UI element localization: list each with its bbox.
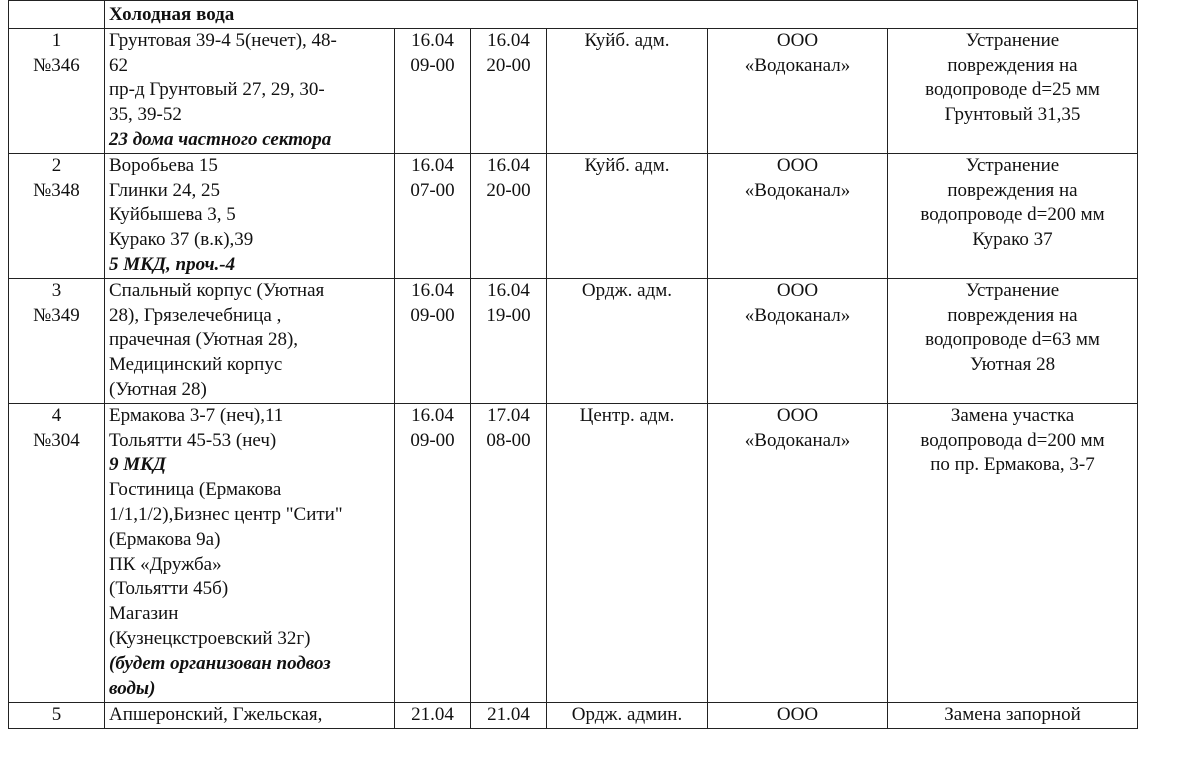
row-number: 3 xyxy=(51,279,62,301)
reason-line: водопровода d=200 мм xyxy=(920,429,1105,451)
reason-line: Замена участка xyxy=(950,404,1075,426)
address-line: Глинки 24, 25 xyxy=(109,179,221,201)
reason-line: Замена запорной xyxy=(944,703,1081,725)
row-number-cell xyxy=(9,702,105,728)
org-line: ООО xyxy=(776,154,819,176)
end-time: 08-00 xyxy=(486,429,531,451)
address-line: 35, 39-52 xyxy=(109,104,182,126)
org-line: ООО xyxy=(776,279,819,301)
address-line: Магазин xyxy=(109,603,179,625)
reason-line: повреждения на xyxy=(947,304,1078,326)
address-note: 23 дома частного сектора xyxy=(109,128,332,150)
address-line: 62 xyxy=(109,54,128,76)
reason-cell xyxy=(888,28,1138,153)
start-cell xyxy=(395,28,471,153)
end-cell xyxy=(471,702,547,728)
start-date: 16.04 xyxy=(411,279,454,301)
org-line: «Водоканал» xyxy=(744,304,851,326)
address-line: Куйбышева 3, 5 xyxy=(109,204,236,226)
address-line: Курако 37 (в.к),39 xyxy=(109,229,254,251)
address-line: (Ермакова 9а) xyxy=(109,528,221,550)
reason-line: водопроводе d=63 мм xyxy=(925,329,1100,351)
reason-cell xyxy=(888,403,1138,702)
end-cell xyxy=(471,28,547,153)
start-date: 16.04 xyxy=(411,29,454,51)
address-line: Спальный корпус (Уютная xyxy=(109,279,325,301)
org-line: «Водоканал» xyxy=(744,179,851,201)
org-line: ООО xyxy=(776,703,819,725)
address-line: Грунтовая 39-4 5(нечет), 48- xyxy=(109,29,337,51)
reason-line: водопроводе d=200 мм xyxy=(920,204,1105,226)
address-line: прачечная (Уютная 28), xyxy=(109,329,299,351)
row-number-cell xyxy=(9,278,105,403)
row-number-cell xyxy=(9,403,105,702)
address-note: 9 МКД xyxy=(109,454,167,476)
reason-line: Грунтовый 31,35 xyxy=(944,104,1081,126)
address-line: 1/1,1/2),Бизнес центр "Сити" xyxy=(109,503,343,525)
address-line: Воробьева 15 xyxy=(109,154,218,176)
end-date: 21.04 xyxy=(487,703,530,725)
org-line: ООО xyxy=(776,404,819,426)
org-line: «Водоканал» xyxy=(744,54,851,76)
section-header-row xyxy=(9,1,1138,29)
row-code: №346 xyxy=(33,54,80,76)
address-cell xyxy=(105,153,395,278)
table-row xyxy=(9,28,1138,153)
reason-cell xyxy=(888,702,1138,728)
address-line: Гостиница (Ермакова xyxy=(109,479,282,501)
address-cell xyxy=(105,278,395,403)
reason-line: повреждения на xyxy=(947,179,1078,201)
end-time: 20-00 xyxy=(486,179,531,201)
row-number-cell xyxy=(9,153,105,278)
address-line: (Кузнецкстроевский 32г) xyxy=(109,627,311,649)
address-line: (Тольятти 45б) xyxy=(109,578,229,600)
reason-line: Устранение xyxy=(965,154,1060,176)
reason-cell xyxy=(888,153,1138,278)
org-cell xyxy=(708,153,888,278)
admin-cell: Куйб. адм. xyxy=(547,28,708,153)
row-number: 5 xyxy=(51,703,62,725)
row-code: №304 xyxy=(33,429,80,451)
end-cell xyxy=(471,278,547,403)
address-line: ПК «Дружба» xyxy=(109,553,222,575)
admin-cell: Ордж. адм. xyxy=(547,278,708,403)
end-time: 20-00 xyxy=(486,54,531,76)
start-time: 07-00 xyxy=(410,179,455,201)
reason-line: Уютная 28 xyxy=(969,354,1056,376)
end-time: 19-00 xyxy=(486,304,531,326)
start-date: 16.04 xyxy=(411,404,454,426)
section-title: Холодная вода xyxy=(105,1,1138,29)
admin-cell: Ордж. админ. xyxy=(547,702,708,728)
org-line: «Водоканал» xyxy=(744,429,851,451)
start-time: 09-00 xyxy=(410,429,455,451)
address-cell xyxy=(105,403,395,702)
end-cell xyxy=(471,153,547,278)
org-cell xyxy=(708,278,888,403)
outage-table xyxy=(8,0,1138,729)
row-code: №348 xyxy=(33,179,80,201)
row-number-cell xyxy=(9,28,105,153)
reason-line: по пр. Ермакова, 3-7 xyxy=(930,454,1095,476)
address-line: Медицинский корпус xyxy=(109,354,283,376)
end-date: 16.04 xyxy=(487,29,530,51)
address-line: 28), Грязелечебница , xyxy=(109,304,282,326)
table-row xyxy=(9,153,1138,278)
start-cell xyxy=(395,403,471,702)
table-row xyxy=(9,278,1138,403)
reason-cell xyxy=(888,278,1138,403)
start-cell xyxy=(395,278,471,403)
address-note: воды) xyxy=(109,677,156,699)
start-cell xyxy=(395,702,471,728)
org-cell xyxy=(708,403,888,702)
address-note: (будет организован подвоз xyxy=(109,652,331,674)
address-cell xyxy=(105,28,395,153)
address-line: (Уютная 28) xyxy=(109,378,207,400)
end-date: 16.04 xyxy=(487,154,530,176)
row-number: 2 xyxy=(51,154,62,176)
reason-line: Устранение xyxy=(965,279,1060,301)
address-line: Апшеронский, Гжельская, xyxy=(109,703,323,725)
start-date: 21.04 xyxy=(411,703,454,725)
org-line: ООО xyxy=(776,29,819,51)
address-line: Тольятти 45-53 (неч) xyxy=(109,429,277,451)
start-date: 16.04 xyxy=(411,154,454,176)
admin-cell: Центр. адм. xyxy=(547,403,708,702)
org-cell xyxy=(708,28,888,153)
admin-cell: Куйб. адм. xyxy=(547,153,708,278)
address-note: 5 МКД, проч.-4 xyxy=(109,253,236,275)
address-line: Ермакова 3-7 (неч),11 xyxy=(109,404,284,426)
end-cell xyxy=(471,403,547,702)
address-cell xyxy=(105,702,395,728)
row-number: 1 xyxy=(51,29,62,51)
start-time: 09-00 xyxy=(410,304,455,326)
row-code: №349 xyxy=(33,304,80,326)
reason-line: водопроводе d=25 мм xyxy=(925,79,1100,101)
end-date: 17.04 xyxy=(487,404,530,426)
address-line: пр-д Грунтовый 27, 29, 30- xyxy=(109,79,325,101)
start-cell xyxy=(395,153,471,278)
section-header-empty xyxy=(9,1,105,29)
reason-line: повреждения на xyxy=(947,54,1078,76)
org-cell xyxy=(708,702,888,728)
start-time: 09-00 xyxy=(410,54,455,76)
reason-line: Устранение xyxy=(965,29,1060,51)
table-row xyxy=(9,702,1138,728)
table-row xyxy=(9,403,1138,702)
end-date: 16.04 xyxy=(487,279,530,301)
row-number: 4 xyxy=(51,404,62,426)
reason-line: Курако 37 xyxy=(972,229,1053,251)
